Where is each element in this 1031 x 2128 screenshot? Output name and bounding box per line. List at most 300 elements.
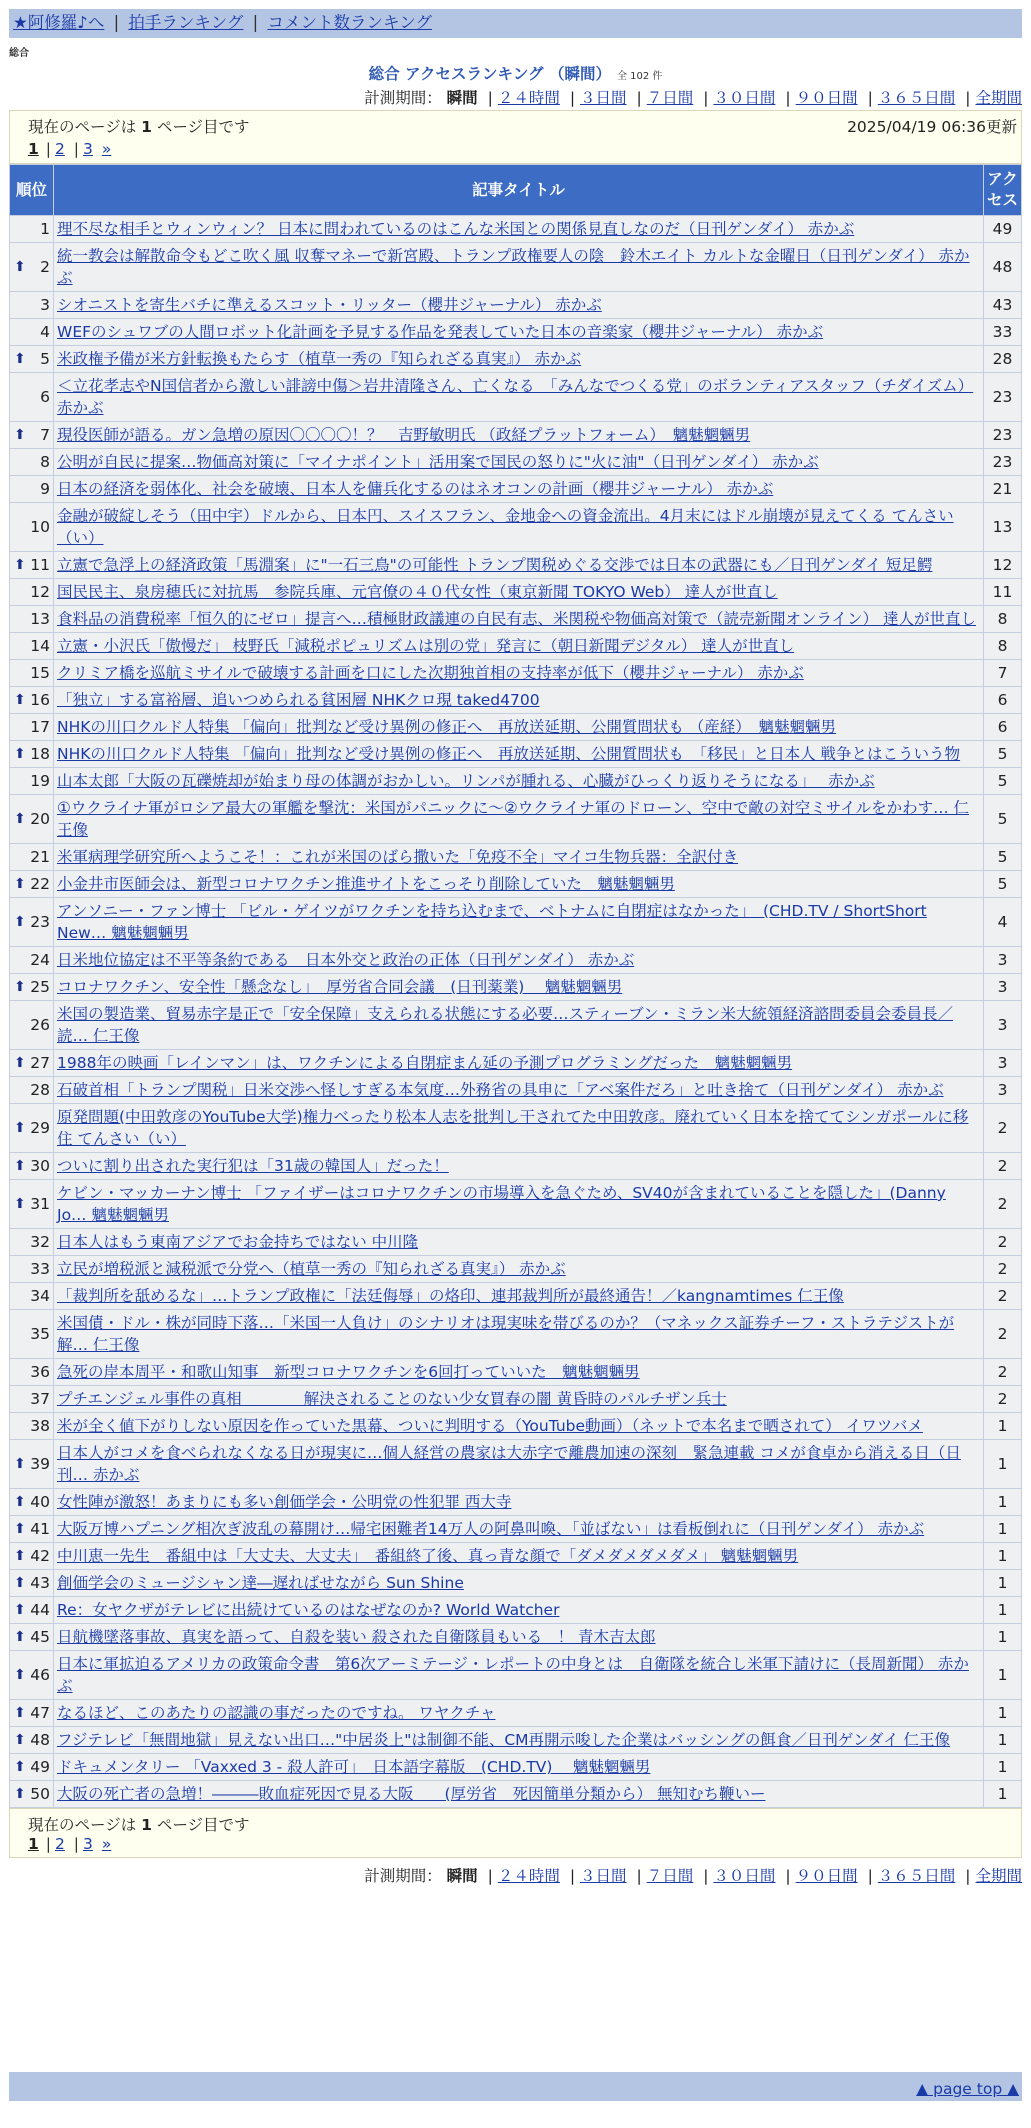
article-title-link[interactable]: 石破首相「トランプ関税」日米交渉へ怪しすぎる本気度…外務省の具申に「アベ案件だろ」と吐き捨て（日刊ゲンダイ） 赤かぶ (57, 1081, 944, 1099)
rank-number: 8 (40, 453, 50, 471)
access-count: 1 (984, 1781, 1022, 1808)
rank-cell (10, 1543, 54, 1570)
ranking-table (9, 164, 1022, 1808)
table-row (10, 449, 1022, 476)
article-title-link[interactable]: ついに割り出された実行犯は「31歳の韓国人」だった！ (57, 1157, 449, 1175)
rank-number: 10 (30, 518, 50, 536)
table-row (10, 714, 1022, 741)
rank-cell (10, 1229, 54, 1256)
access-count: 1 (984, 1754, 1022, 1781)
article-title-link[interactable]: 金融が破綻しそう（田中宇）ドルから、日本円、スイスフラン、金地金への資金流出。4月末にはドル崩壊が見えてくる てんさい（い） (57, 507, 954, 547)
period-separator: | (487, 1867, 493, 1885)
table-row (10, 1180, 1022, 1229)
access-count: 1 (984, 1516, 1022, 1543)
article-title-link[interactable]: 中川恵一先生 番組中は「大丈夫、大丈夫」 番組終了後、真っ青な顔で「ダメダメダメダメ」 魑魅魍魎男 (57, 1547, 799, 1565)
rank-number: 9 (40, 480, 50, 498)
article-title-link[interactable]: 統一教会は解散命令もどこ吹く風 収奪マネーで新宮殿、トランプ政権要人の陰 鈴木エイト カルトな金曜日（日刊ゲンダイ） 赤かぶ (57, 247, 970, 287)
current-page-text (28, 1813, 250, 1835)
rank-up-arrow-icon: ⬆ (14, 259, 26, 275)
rank-cell (10, 898, 54, 947)
top-nav-bar (9, 9, 1022, 38)
nav-link-asyura-home[interactable]: ★阿修羅♪へ (13, 13, 105, 32)
table-row (10, 422, 1022, 449)
period-selector-bottom (364, 1864, 1022, 1886)
rank-cell (10, 1413, 54, 1440)
rank-number: 30 (30, 1157, 50, 1175)
access-count: 12 (984, 552, 1022, 579)
title-cell (54, 1489, 984, 1516)
access-count: 49 (984, 216, 1022, 243)
period-current: 瞬間 (446, 89, 478, 107)
rank-number: 17 (30, 718, 50, 736)
pager-next-link[interactable]: » (101, 140, 112, 158)
title-cell (54, 633, 984, 660)
pager-top (28, 140, 113, 158)
article-title-link[interactable]: ①ウクライナ軍がロシア最大の軍艦を撃沈：米国がパニックに～②ウクライナ軍のドローン、空中で敵の対空ミサイルをかわす… 仁王像 (57, 799, 970, 839)
rank-cell (10, 871, 54, 898)
access-count: 8 (984, 633, 1022, 660)
title-cell (54, 346, 984, 373)
article-title-link[interactable]: 山本太郎「大阪の瓦礫焼却が始まり母の体調がおかしい。リンパが腫れる、心臓がひっくり返りそうになる」 赤かぶ (57, 772, 875, 790)
article-title-link[interactable]: WEFのシュワブの人間ロボット化計画を予見する作品を発表していた日本の音楽家（櫻井ジャーナル） 赤かぶ (57, 323, 824, 341)
table-row (10, 1256, 1022, 1283)
title-cell (54, 1050, 984, 1077)
ranking-heading (0, 62, 1031, 84)
article-title-link[interactable]: Re：女ヤクザがテレビに出続けているのはなぜなのか? World Watcher (57, 1601, 560, 1619)
rank-cell (10, 1310, 54, 1359)
period-link-all[interactable]: 全期間 (975, 89, 1022, 107)
table-row (10, 768, 1022, 795)
title-cell (54, 768, 984, 795)
rank-cell (10, 687, 54, 714)
rank-up-arrow-icon: ⬆ (14, 1055, 26, 1071)
section-label: 総合 (9, 48, 29, 59)
rank-up-arrow-icon: ⬆ (14, 427, 26, 443)
table-row (10, 1229, 1022, 1256)
title-cell (54, 1570, 984, 1597)
article-title-link[interactable]: シオニストを寄生バチに準えるスコット・リッター（櫻井ジャーナル） 赤かぶ (57, 296, 602, 314)
page-number: 1 (141, 118, 152, 136)
period-separator: | (785, 89, 791, 107)
access-count: 1 (984, 1570, 1022, 1597)
period-separator: | (703, 1867, 709, 1885)
title-cell (54, 1413, 984, 1440)
table-row (10, 1359, 1022, 1386)
article-title-link[interactable]: 「独立」する富裕層、追いつめられる貧困層 NHKクロ現 taked4700 (57, 691, 540, 709)
access-count: 23 (984, 373, 1022, 422)
title-cell (54, 1754, 984, 1781)
rank-cell (10, 1104, 54, 1153)
rank-up-arrow-icon: ⬆ (14, 1158, 26, 1174)
period-separator: | (867, 1867, 873, 1885)
period-link-30d[interactable]: ３０日間 (713, 1867, 776, 1885)
rank-cell (10, 660, 54, 687)
rank-cell (10, 633, 54, 660)
access-count: 1 (984, 1624, 1022, 1651)
title-cell (54, 1440, 984, 1489)
title-cell (54, 449, 984, 476)
article-title-link[interactable]: 食料品の消費税率「恒久的にゼロ」提言へ…積極財政議連の自民有志、米関税や物価高対策で（読売新聞オンライン） 達人が世直し (57, 610, 976, 628)
article-title-link[interactable]: 原発問題(中田敦彦のYouTube大学)権力べったり松本人志を批判し干されてた中田敦彦。廃れていく日本を捨ててシンガポールに移住 てんさい（い） (57, 1108, 969, 1148)
title-cell (54, 1229, 984, 1256)
rank-number: 12 (30, 583, 50, 601)
rank-number: 15 (30, 664, 50, 682)
rank-number: 48 (30, 1731, 50, 1749)
title-cell (54, 1359, 984, 1386)
rank-cell (10, 503, 54, 552)
rank-number: 3 (40, 296, 50, 314)
title-cell (54, 1001, 984, 1050)
table-row (10, 243, 1022, 292)
rank-cell (10, 714, 54, 741)
table-row (10, 741, 1022, 768)
table-row (10, 1104, 1022, 1153)
access-count: 2 (984, 1104, 1022, 1153)
table-row (10, 844, 1022, 871)
table-row (10, 898, 1022, 947)
article-title-link[interactable]: 「裁判所を舐めるな」…トランプ政権に「法廷侮辱」の烙印、連邦裁判所が最終通告！／kangnamtimes 仁王像 (57, 1287, 844, 1305)
access-count: 7 (984, 660, 1022, 687)
title-cell (54, 1700, 984, 1727)
article-title-link[interactable]: 日本人はもう東南アジアでお金持ちではない 中川隆 (57, 1233, 419, 1251)
period-link-365d[interactable]: ３６５日間 (877, 89, 956, 107)
pager-bottom (28, 1835, 113, 1853)
article-title-link[interactable]: 日本人がコメを食べられなくなる日が現実に…個人経営の農家は大赤字で離農加速の深刻 緊急連載 コメが食卓から消える日（日刊… 赤かぶ (57, 1444, 961, 1484)
rank-cell (10, 1727, 54, 1754)
article-title-link[interactable]: 日航機墜落事故、真実を語って、自殺を装い 殺された自衛隊員もいる ！ 青木吉太郎 (57, 1628, 656, 1646)
title-cell (54, 898, 984, 947)
article-title-link[interactable]: ケビン・マッカーナン博士 「ファイザーはコロナワクチンの市場導入を急ぐため、SV40が含まれていることを隠した」(Danny Jo… 魑魅魍魎男 (57, 1184, 946, 1224)
access-count: 5 (984, 871, 1022, 898)
title-cell (54, 795, 984, 844)
page-top-link-wrap (916, 2080, 1019, 2098)
rank-cell (10, 216, 54, 243)
rank-cell (10, 1153, 54, 1180)
rank-number: 26 (30, 1016, 50, 1034)
table-row (10, 1283, 1022, 1310)
rank-number: 32 (30, 1233, 50, 1251)
article-title-link[interactable]: 日本の経済を弱体化、社会を破壊、日本人を傭兵化するのはネオコンの計画（櫻井ジャーナル） 赤かぶ (57, 480, 774, 498)
period-link-365d[interactable]: ３６５日間 (877, 1867, 956, 1885)
period-link-90d[interactable]: ９０日間 (795, 89, 858, 107)
article-title-link[interactable]: コロナワクチン、安全性「懸念なし」 厚労省合同会議 (日刊薬業) 魑魅魍魎男 (57, 978, 623, 996)
rank-cell (10, 606, 54, 633)
title-cell (54, 660, 984, 687)
access-count: 33 (984, 319, 1022, 346)
rank-cell (10, 422, 54, 449)
rank-cell (10, 1359, 54, 1386)
period-link-3d[interactable]: ３日間 (580, 1867, 627, 1885)
period-link-24h[interactable]: ２４時間 (497, 1867, 560, 1885)
period-current: 瞬間 (446, 1867, 478, 1885)
access-count: 1 (984, 1651, 1022, 1700)
table-row (10, 871, 1022, 898)
access-count: 6 (984, 714, 1022, 741)
access-count: 2 (984, 1153, 1022, 1180)
period-label: 計測期間： (364, 1867, 442, 1885)
title-cell (54, 216, 984, 243)
access-count: 3 (984, 1050, 1022, 1077)
title-cell (54, 319, 984, 346)
pager-current-page: 1 (28, 140, 39, 158)
rank-number: 50 (30, 1785, 50, 1803)
rank-up-arrow-icon: ⬆ (14, 1494, 26, 1510)
ranking-title: 総合 アクセスランキング （瞬間） (368, 65, 611, 83)
access-count: 23 (984, 449, 1022, 476)
access-count: 2 (984, 1283, 1022, 1310)
rank-cell (10, 552, 54, 579)
article-title-link[interactable]: 現役医師が語る。ガン急増の原因〇〇〇〇！？ 吉野敏明氏 （政経プラットフォーム） 魑魅魍魎男 (57, 426, 751, 444)
rank-cell (10, 1700, 54, 1727)
rank-number: 45 (30, 1628, 50, 1646)
article-title-link[interactable]: 米が全く値下がりしない原因を作っていた黒幕、ついに判明する（YouTube動画）（ネットで本名まで晒されて） イワツバメ (57, 1417, 923, 1435)
rank-cell (10, 1781, 54, 1808)
rank-number: 18 (30, 745, 50, 763)
rank-up-arrow-icon: ⬆ (14, 914, 26, 930)
rank-cell (10, 1516, 54, 1543)
rank-cell (10, 1180, 54, 1229)
rank-cell (10, 449, 54, 476)
bottom-bar (9, 2072, 1022, 2101)
article-title-link[interactable]: 米政権予備が米方針転換もたらす（植草一秀の『知られざる真実』） 赤かぶ (57, 350, 582, 368)
title-cell (54, 1077, 984, 1104)
table-row (10, 1651, 1022, 1700)
article-title-link[interactable]: 立民が増税派と減税派で分党へ（植草一秀の『知られざる真実』） 赤かぶ (57, 1260, 566, 1278)
table-row (10, 346, 1022, 373)
rank-number: 27 (30, 1054, 50, 1072)
rank-cell (10, 768, 54, 795)
access-count: 8 (984, 606, 1022, 633)
access-count: 48 (984, 243, 1022, 292)
access-count: 3 (984, 1077, 1022, 1104)
article-title-link[interactable]: 公明が自民に提案…物価高対策に「マイナポイント」活用案で国民の怒りに"火に油"（日刊ゲンダイ） 赤かぶ (57, 453, 819, 471)
rank-number: 7 (40, 426, 50, 444)
table-row (10, 1489, 1022, 1516)
rank-number: 25 (30, 978, 50, 996)
period-link-7d[interactable]: ７日間 (646, 89, 694, 107)
table-row (10, 1727, 1022, 1754)
table-row (10, 1386, 1022, 1413)
rank-cell (10, 319, 54, 346)
period-separator: | (636, 89, 642, 107)
article-title-link[interactable]: 急死の岸本周平・和歌山知事 新型コロナワクチンを6回打っていいた 魑魅魍魎男 (57, 1363, 640, 1381)
table-row (10, 552, 1022, 579)
article-title-link[interactable]: NHKの川口クルド人特集 「偏向」批判など受け異例の修正へ 再放送延期、公開質問状も （産経） 魑魅魍魎男 (57, 718, 837, 736)
article-title-link[interactable]: 女性陣が激怒！あまりにも多い創価学会・公明党の性犯罪 西大寺 (57, 1493, 512, 1511)
rank-up-arrow-icon: ⬆ (14, 1667, 26, 1683)
period-separator: | (965, 1867, 971, 1885)
rank-cell (10, 1570, 54, 1597)
article-title-link[interactable]: 立憲・小沢氏「傲慢だ」 枝野氏「減税ポピュリズムは別の党」発言に（朝日新聞デジタル） 達人が世直し (57, 637, 795, 655)
table-row (10, 1001, 1022, 1050)
table-row (10, 1050, 1022, 1077)
rank-cell (10, 1077, 54, 1104)
access-count: 2 (984, 1386, 1022, 1413)
rank-cell (10, 1597, 54, 1624)
rank-number: 22 (30, 875, 50, 893)
rank-cell (10, 476, 54, 503)
nav-link-comment-ranking[interactable]: コメント数ランキング (267, 13, 432, 32)
article-title-link[interactable]: クリミア橋を巡航ミサイルで破壊する計画を口にした次期独首相の支持率が低下（櫻井ジャーナル） 赤かぶ (57, 664, 804, 682)
period-separator: | (867, 89, 873, 107)
access-column-header: アクセス (984, 165, 1022, 216)
period-separator: | (785, 1867, 791, 1885)
rank-up-arrow-icon: ⬆ (14, 351, 26, 367)
pager-current-page: 1 (28, 1835, 39, 1853)
rank-number: 23 (30, 913, 50, 931)
rank-number: 31 (30, 1195, 50, 1213)
access-count: 2 (984, 1256, 1022, 1283)
title-cell (54, 687, 984, 714)
rank-number: 2 (40, 258, 50, 276)
rank-up-arrow-icon: ⬆ (14, 692, 26, 708)
table-row (10, 1440, 1022, 1489)
rank-up-arrow-icon: ⬆ (14, 1548, 26, 1564)
title-cell (54, 503, 984, 552)
title-cell (54, 1180, 984, 1229)
page-info-box-bottom (9, 1808, 1022, 1858)
title-cell (54, 1727, 984, 1754)
pager-link-page-2[interactable]: 2 (54, 1835, 65, 1853)
rank-number: 21 (30, 848, 50, 866)
rank-column-header: 順位 (10, 165, 54, 216)
title-cell (54, 422, 984, 449)
title-cell (54, 1781, 984, 1808)
article-title-link[interactable]: 創価学会のミュージシャン達―遅ればせながら Sun Shine (57, 1574, 464, 1592)
article-title-link[interactable]: 米国の製造業、貿易赤字是正で「安全保障」支えられる状態にする必要…スティーブン・ミラン米大統領経済諮問委員会委員長／ 読… 仁王像 (57, 1005, 954, 1045)
article-title-link[interactable]: ドキュメンタリー 「Vaxxed 3 - 殺人許可」 日本語字幕版 (CHD.TV) 魑魅魍魎男 (57, 1758, 651, 1776)
table-row (10, 974, 1022, 1001)
period-link-90d[interactable]: ９０日間 (795, 1867, 858, 1885)
rank-up-arrow-icon: ⬆ (14, 1120, 26, 1136)
article-title-link[interactable]: プチエンジェル事件の真相 解決されることのない少女買春の闇 黄昏時のパルチザン兵士 (57, 1390, 727, 1408)
access-count: 28 (984, 346, 1022, 373)
table-row (10, 319, 1022, 346)
article-title-link[interactable]: フジテレビ「無間地獄」見えない出口…"中居炎上"は制御不能、CM再開示唆した企業はバッシングの餌食／日刊ゲンダイ 仁王像 (57, 1731, 951, 1749)
access-count: 21 (984, 476, 1022, 503)
page-info-box-top (9, 110, 1022, 164)
rank-number: 40 (30, 1493, 50, 1511)
title-cell (54, 844, 984, 871)
access-count: 2 (984, 1310, 1022, 1359)
access-count: 1 (984, 1700, 1022, 1727)
ranking-table-header (10, 165, 1022, 216)
period-label: 計測期間： (364, 89, 442, 107)
access-count: 6 (984, 687, 1022, 714)
title-cell (54, 373, 984, 422)
article-title-link[interactable]: NHKの川口クルド人特集 「偏向」批判など受け異例の修正へ 再放送延期、公開質問状も 「移民」と日本人 戦争とはこういう物 (57, 745, 961, 763)
table-row (10, 1700, 1022, 1727)
article-title-link[interactable]: ＜立花孝志やN国信者から激しい誹謗中傷＞岩井清隆さん、亡くなる 「みんなでつくる党」のボランティアスタッフ（チダイズム） 赤かぶ (57, 377, 974, 417)
period-link-24h[interactable]: ２４時間 (497, 89, 560, 107)
title-cell (54, 1104, 984, 1153)
article-title-link[interactable]: 国民民主、泉房穂氏に対抗馬 参院兵庫、元官僚の４０代女性（東京新聞 TOKYO Web） 達人が世直し (57, 583, 778, 601)
table-row (10, 292, 1022, 319)
pager-separator: | (45, 1835, 51, 1853)
title-cell (54, 1651, 984, 1700)
rank-cell (10, 1651, 54, 1700)
current-page-text (28, 115, 250, 137)
period-separator: | (569, 1867, 576, 1885)
rank-number: 39 (30, 1455, 50, 1473)
article-title-link[interactable]: アンソニー・ファン博士 「ビル・ゲイツがワクチンを持ち込むまで、ベトナムに自閉症はなかった」 (CHD.TV / ShortShort New… 魑魅魍魎男 (57, 902, 927, 942)
rank-up-arrow-icon: ⬆ (14, 1456, 26, 1472)
table-row (10, 216, 1022, 243)
table-row (10, 476, 1022, 503)
rank-up-arrow-icon: ⬆ (14, 1732, 26, 1748)
article-title-link[interactable]: 日米地位協定は不平等条約である 日本外交と政治の正体（日刊ゲンダイ） 赤かぶ (57, 951, 635, 969)
title-cell (54, 1543, 984, 1570)
page-top-link[interactable]: ▲ page top ▲ (916, 2080, 1019, 2098)
period-link-3d[interactable]: ３日間 (580, 89, 627, 107)
rank-number: 20 (30, 810, 50, 828)
rank-cell (10, 1050, 54, 1077)
pager-next-link[interactable]: » (101, 1835, 112, 1853)
rank-cell (10, 243, 54, 292)
period-separator: | (487, 89, 493, 107)
rank-number: 36 (30, 1363, 50, 1381)
article-title-link[interactable]: なるほど、このあたりの認識の事だったのですね。 ワヤクチャ (57, 1704, 496, 1722)
access-count: 1 (984, 1440, 1022, 1489)
rank-cell (10, 1624, 54, 1651)
pager-link-page-3[interactable]: 3 (83, 1835, 93, 1853)
table-row (10, 1310, 1022, 1359)
pager-link-page-2[interactable]: 2 (54, 140, 65, 158)
rank-number: 11 (30, 556, 50, 574)
article-title-link[interactable]: 米国債・ドル・株が同時下落…「米国一人負け」のシナリオは現実味を帯びるのか？（マネックス証券チーフ・ストラテジストが解… 仁王像 (57, 1314, 955, 1354)
nav-link-applause-ranking[interactable]: 拍手ランキング (128, 13, 244, 32)
table-row (10, 1624, 1022, 1651)
table-row (10, 947, 1022, 974)
title-cell (54, 974, 984, 1001)
title-column-header: 記事タイトル (54, 165, 984, 216)
period-link-all[interactable]: 全期間 (975, 1867, 1022, 1885)
rank-cell (10, 579, 54, 606)
access-count: 13 (984, 503, 1022, 552)
article-title-link[interactable]: 大阪万博ハプニング相次ぎ波乱の幕開け…帰宅困難者14万人の阿鼻叫喚、「並ばない」は看板倒れに（日刊ゲンダイ） 赤かぶ (57, 1520, 925, 1538)
period-selector-top (364, 86, 1022, 108)
title-cell (54, 243, 984, 292)
article-title-link[interactable]: 大阪の死亡者の急増！―――敗血症死因で見る大阪 (厚労省 死因簡単分類から） 無知むち鞭いー (57, 1785, 766, 1803)
article-title-link[interactable]: 日本に軍拡迫るアメリカの政策命令書 第6次アーミテージ・レポートの中身とは 自衛隊を統合し米軍下請けに（長周新聞） 赤かぶ (57, 1655, 969, 1695)
ranking-count: 全 102 件 (616, 71, 663, 82)
access-count: 1 (984, 1489, 1022, 1516)
article-title-link[interactable]: 1988年の映画「レインマン」は、ワクチンによる自閉症まん延の予測プログラミングだった 魑魅魍魎男 (57, 1054, 793, 1072)
title-cell (54, 871, 984, 898)
rank-number: 4 (40, 323, 50, 341)
table-row (10, 1597, 1022, 1624)
table-row (10, 1570, 1022, 1597)
period-separator: | (636, 1867, 642, 1885)
rank-number: 35 (30, 1325, 50, 1343)
table-row (10, 1543, 1022, 1570)
access-count: 1 (984, 1597, 1022, 1624)
article-title-link[interactable]: 小金井市医師会は、新型コロナワクチン推進サイトをこっそり削除していた 魑魅魍魎男 (57, 875, 675, 893)
article-title-link[interactable]: 立憲で急浮上の経済政策「馬淵案」に"一石三鳥"の可能性 トランプ関税めぐる交渉では日本の武器にも／日刊ゲンダイ 短足鰐 (57, 556, 933, 574)
rank-cell (10, 292, 54, 319)
title-cell (54, 1256, 984, 1283)
article-title-link[interactable]: 米軍病理学研究所へようこそ！：これが米国のばら撒いた「免疫不全」マイコ生物兵器：全訳付き (57, 848, 739, 866)
title-cell (54, 1516, 984, 1543)
rank-number: 19 (30, 772, 50, 790)
pager-link-page-3[interactable]: 3 (83, 140, 93, 158)
rank-number: 16 (30, 691, 50, 709)
period-link-30d[interactable]: ３０日間 (713, 89, 776, 107)
period-link-7d[interactable]: ７日間 (646, 1867, 694, 1885)
rank-number: 42 (30, 1547, 50, 1565)
article-title-link[interactable]: 理不尽な相手とウィンウィン？ 日本に問われているのはこんな米国との関係見直しなのだ（日刊ゲンダイ） 赤かぶ (57, 220, 855, 238)
rank-up-arrow-icon: ⬆ (14, 557, 26, 573)
